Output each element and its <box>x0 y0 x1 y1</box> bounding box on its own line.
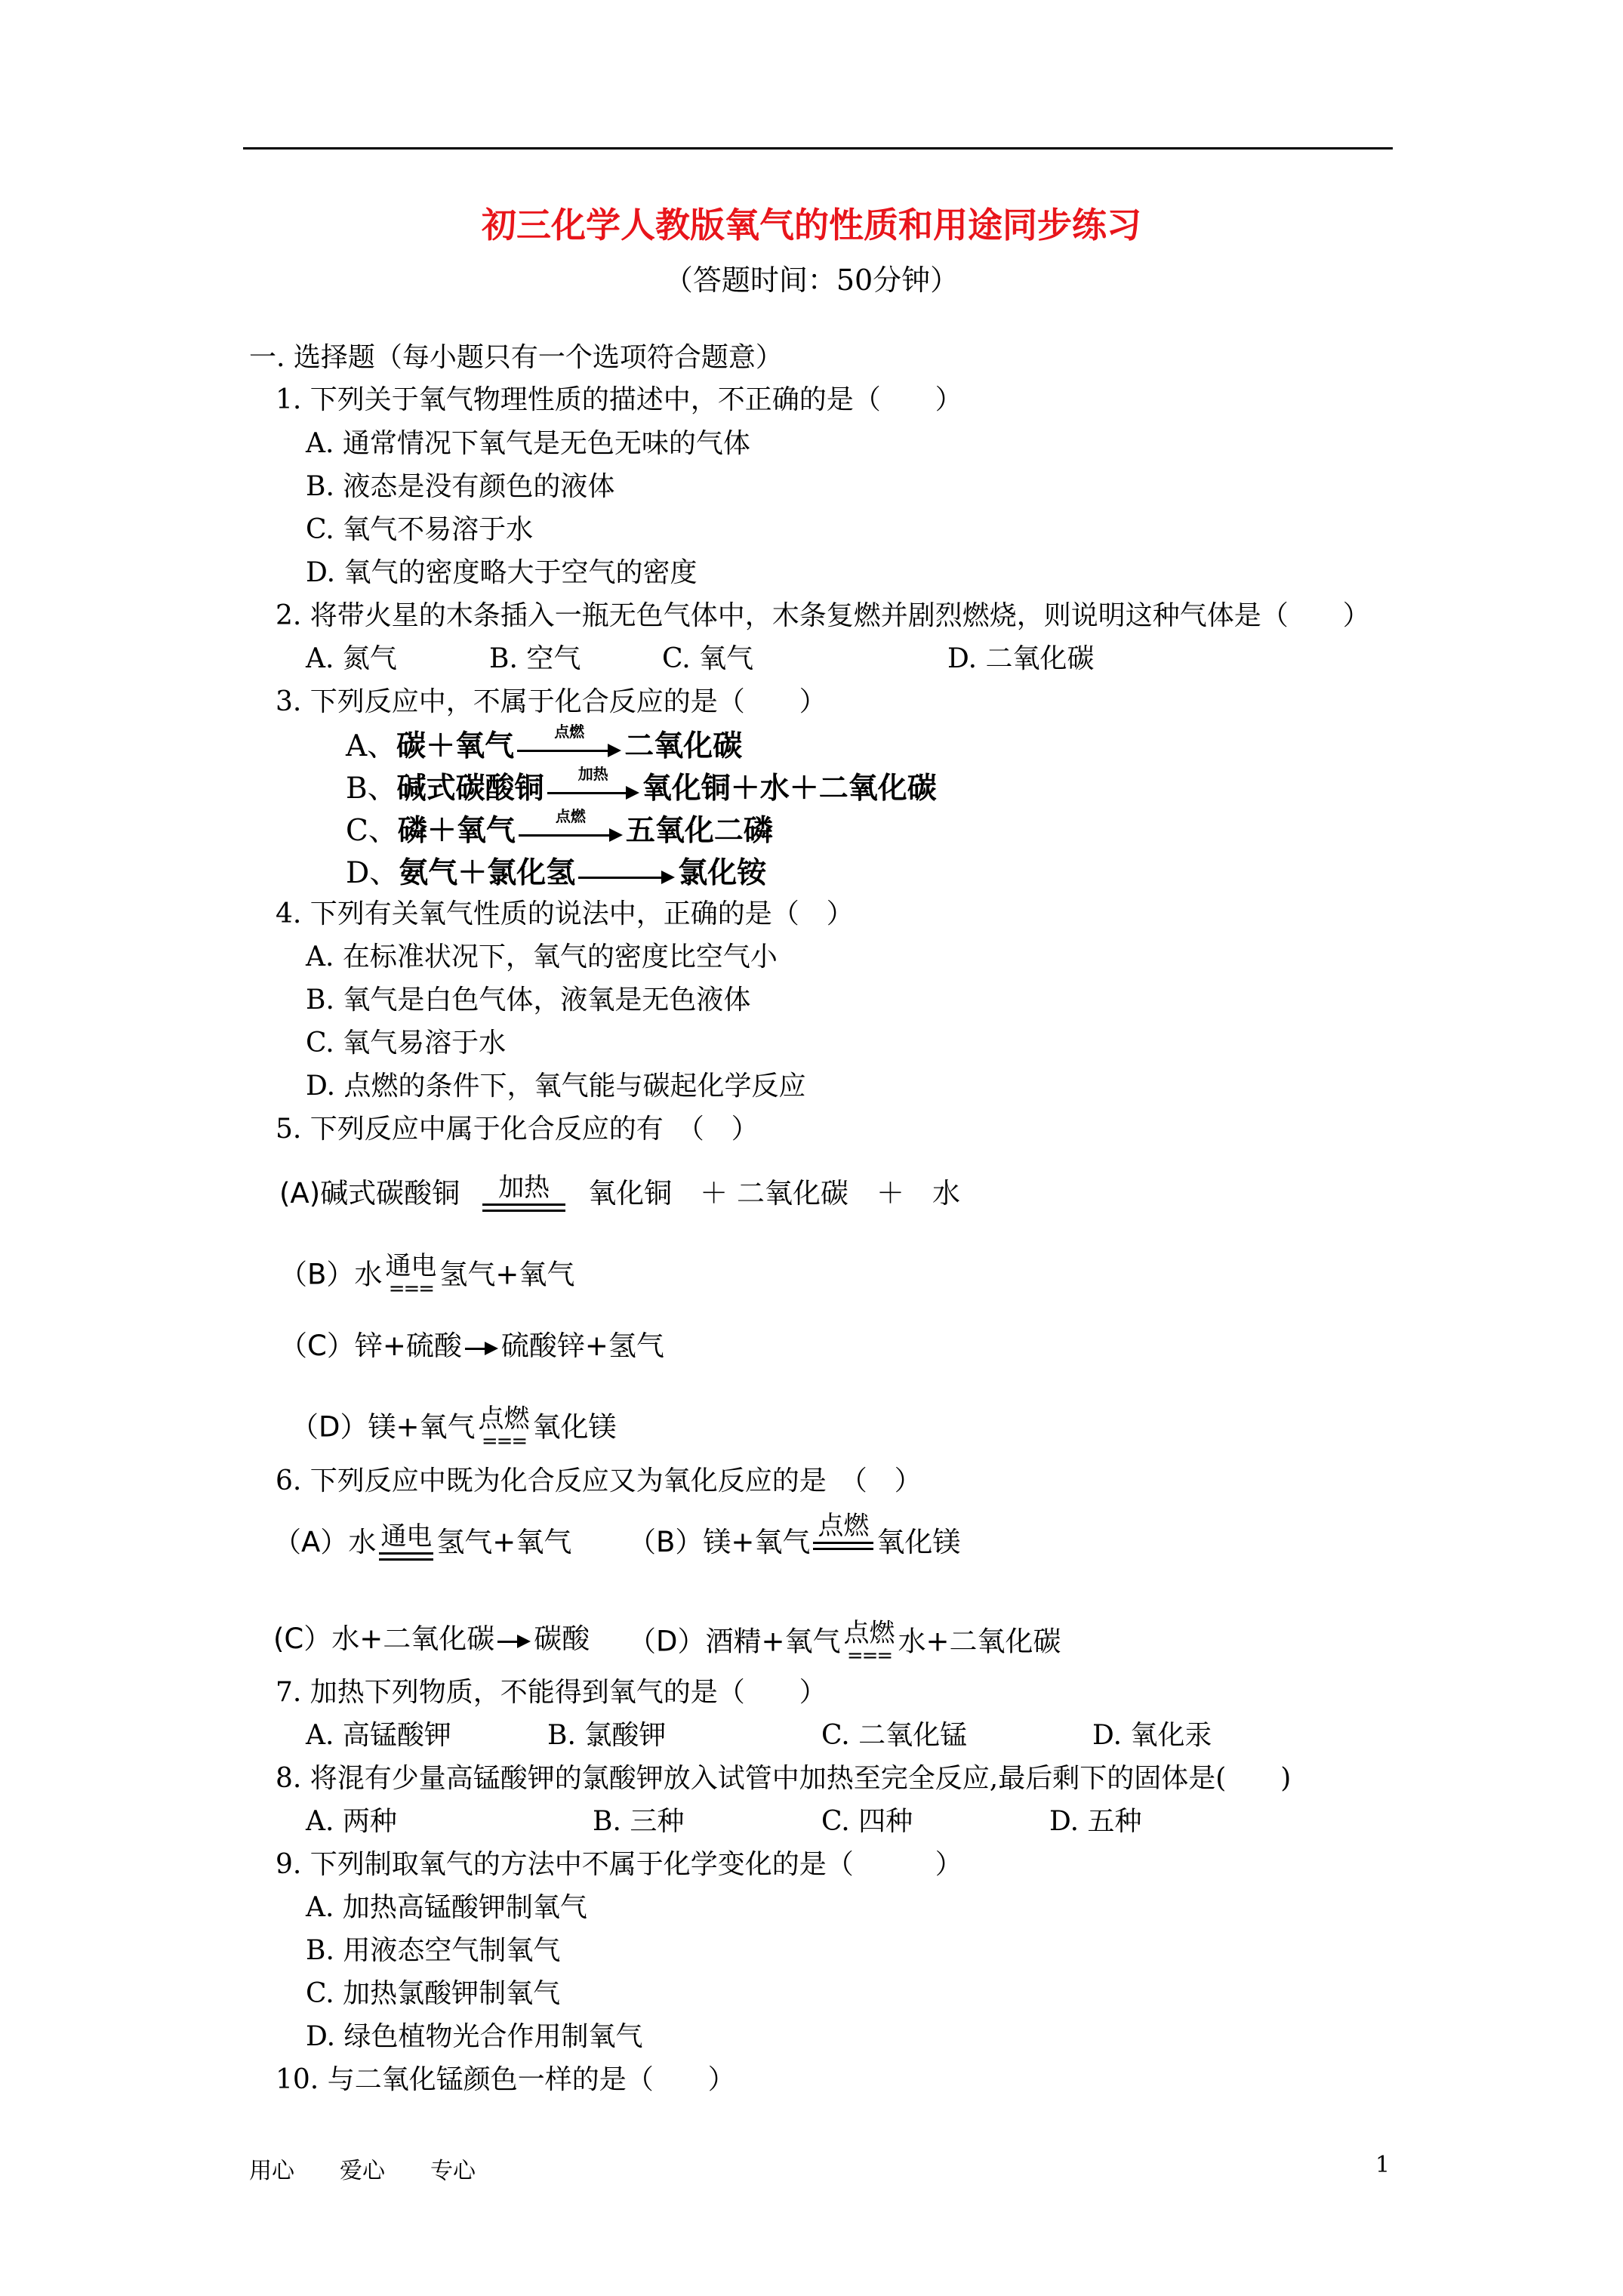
question-9: 9. 下列制取氧气的方法中不属于化学变化的是（ ） <box>276 1849 962 1880</box>
q5-option-d <box>291 1406 617 1451</box>
q4-option-b: B. 氧气是白色气体，液氧是无色液体 <box>306 985 751 1015</box>
condition-label: 加热 <box>577 765 608 783</box>
reaction-equals: 通电 === <box>385 1251 437 1300</box>
option-label: (A) <box>279 1177 321 1210</box>
condition-label: 点燃 <box>478 1404 530 1434</box>
q2-option-a: A. 氮气 <box>306 643 397 674</box>
products: 氢气+氧气 <box>439 1258 575 1291</box>
q1-option-b: B. 液态是没有颜色的液体 <box>306 471 615 502</box>
option-label: （D） <box>628 1625 706 1658</box>
q8-option-c: C. 四种 <box>821 1806 913 1837</box>
products: 二氧化碳 <box>624 729 743 763</box>
q1-option-c: C. 氧气不易溶于水 <box>306 514 534 545</box>
q9-option-b: B. 用液态空气制氧气 <box>306 1935 561 1966</box>
option-label: C、 <box>346 814 398 848</box>
q4-option-d: D. 点燃的条件下，氧气能与碳起化学反应 <box>306 1071 806 1102</box>
reactants: 水 <box>348 1526 377 1558</box>
reaction-arrow <box>465 1329 498 1367</box>
reaction-arrow <box>578 855 675 895</box>
question-10: 10. 与二氧化锰颜色一样的是（ ） <box>276 2064 735 2095</box>
q3-option-d <box>346 853 766 895</box>
q5-option-a <box>279 1175 960 1215</box>
q8-option-d: D. 五种 <box>1049 1806 1142 1837</box>
option-label: （A） <box>273 1526 349 1558</box>
products: 碳酸 <box>534 1623 590 1655</box>
reaction-equals <box>813 1513 873 1553</box>
q4-option-a: A. 在标准状况下，氧气的密度比空气小 <box>306 942 778 972</box>
question-7: 7. 加热下列物质，不能得到氧气的是（ ） <box>276 1677 827 1708</box>
q2-option-d: D. 二氧化碳 <box>947 643 1095 674</box>
option-label: （B） <box>279 1258 355 1291</box>
condition-label: 点燃 <box>555 807 586 825</box>
reactants: 磷＋氧气 <box>397 813 516 848</box>
question-5: 5. 下列反应中属于化合反应的有 （ ） <box>276 1114 759 1145</box>
q4-option-c: C. 氧气易溶于水 <box>306 1028 507 1059</box>
q6-option-a <box>273 1521 572 1564</box>
q6-option-b <box>628 1511 961 1564</box>
reactants: 酒精+氧气 <box>705 1625 841 1658</box>
reactants: 镁+氧气 <box>368 1410 476 1444</box>
q9-option-c: C. 加热氯酸钾制氧气 <box>306 1978 561 2009</box>
reaction-equals <box>482 1175 565 1215</box>
products: 氧化铜 ＋ 二氧化碳 ＋ 水 <box>588 1177 960 1210</box>
page-title: 初三化学人教版氧气的性质和用途同步练习 <box>482 205 1141 245</box>
option-label: （D） <box>291 1410 368 1444</box>
q7-option-c: C. 二氧化锰 <box>821 1720 968 1751</box>
reactants: 碱式碳酸铜 <box>396 771 544 806</box>
reaction-arrow <box>497 1622 531 1660</box>
condition-label: 通电 <box>385 1251 437 1281</box>
q2-option-b: B. 空气 <box>489 643 581 674</box>
page-number: 1 <box>1375 2152 1390 2178</box>
products: 五氧化二磷 <box>625 813 773 848</box>
question-6: 6. 下列反应中既为化合反应又为氧化反应的是 （ ） <box>276 1465 922 1496</box>
q5-option-c <box>279 1327 664 1367</box>
question-1: 1. 下列关于氧气物理性质的描述中，不正确的是（ ） <box>276 384 962 415</box>
reaction-equals: 点燃 === <box>478 1404 530 1453</box>
option-label: A、 <box>346 729 397 763</box>
q8-option-b: B. 三种 <box>593 1806 685 1837</box>
option-label: (C） <box>273 1623 332 1655</box>
option-label: （C） <box>279 1330 355 1362</box>
option-label: D、 <box>346 856 399 890</box>
q5-option-b <box>279 1253 574 1299</box>
q3-option-b <box>346 765 937 810</box>
q2-option-c: C. 氧气 <box>662 643 754 674</box>
q9-option-a: A. 加热高锰酸钾制氧气 <box>306 1892 587 1923</box>
q7-option-d: D. 氧化汞 <box>1092 1720 1212 1751</box>
q9-option-d: D. 绿色植物光合作用制氧气 <box>306 2021 643 2052</box>
products: 硫酸锌+氢气 <box>500 1330 664 1362</box>
condition-label: 加热 <box>498 1173 550 1203</box>
condition-label: 点燃 <box>554 723 585 741</box>
products: 氧化镁 <box>876 1526 961 1558</box>
reaction-equals <box>379 1521 433 1564</box>
question-8: 8. 将混有少量高锰酸钾的氯酸钾放入试管中加热至完全反应,最后剩下的固体是( ) <box>276 1763 1292 1794</box>
q3-option-c <box>346 807 773 852</box>
header-rule <box>243 147 1393 149</box>
products: 氧化铜＋水＋二氧化碳 <box>642 771 937 806</box>
reactants: 锌+硫酸 <box>354 1330 462 1362</box>
q7-option-b: B. 氯酸钾 <box>547 1720 667 1751</box>
option-label: （B） <box>628 1526 704 1558</box>
question-3: 3. 下列反应中，不属于化合反应的是（ ） <box>276 686 827 717</box>
reactants: 水 <box>354 1258 383 1291</box>
reactants: 碳＋氧气 <box>396 729 515 763</box>
question-4: 4. 下列有关氧气性质的说法中，正确的是（ ） <box>276 898 854 929</box>
section-heading: 一. 选择题（每小题只有一个选项符合题意） <box>249 342 783 373</box>
q3-option-a <box>346 723 743 768</box>
q8-option-a: A. 两种 <box>306 1806 397 1837</box>
reaction-arrow <box>519 807 623 852</box>
page-subtitle: （答题时间：50分钟） <box>664 264 959 297</box>
reactants: 水+二氧化碳 <box>331 1623 495 1655</box>
condition-label: 点燃 <box>818 1511 870 1541</box>
q6-option-d <box>628 1620 1061 1666</box>
q1-option-d: D. 氧气的密度略大于空气的密度 <box>306 557 698 588</box>
reactants: 氨气＋氯化氢 <box>399 855 576 890</box>
option-label: B、 <box>346 772 397 806</box>
products: 水+二氧化碳 <box>898 1625 1061 1658</box>
products: 氢气+氧气 <box>436 1526 572 1558</box>
reactants: 碱式碳酸铜 <box>320 1177 460 1210</box>
question-2: 2. 将带火星的木条插入一瓶无色气体中，木条复燃并剧烈燃烧，则说明这种气体是（ ） <box>276 600 1370 631</box>
q6-option-c <box>273 1620 590 1660</box>
q7-option-a: A. 高锰酸钾 <box>306 1720 451 1751</box>
reaction-equals: 点燃 === <box>843 1618 895 1667</box>
reactants: 镁+氧气 <box>703 1526 811 1558</box>
products: 氧化镁 <box>532 1410 617 1444</box>
condition-label: 点燃 <box>843 1618 895 1648</box>
products: 氯化铵 <box>678 855 767 890</box>
q1-option-a: A. 通常情况下氧气是无色无味的气体 <box>306 428 750 459</box>
footer-motto: 用心 爱心 专心 <box>249 2158 476 2184</box>
condition-label: 通电 <box>380 1521 433 1552</box>
